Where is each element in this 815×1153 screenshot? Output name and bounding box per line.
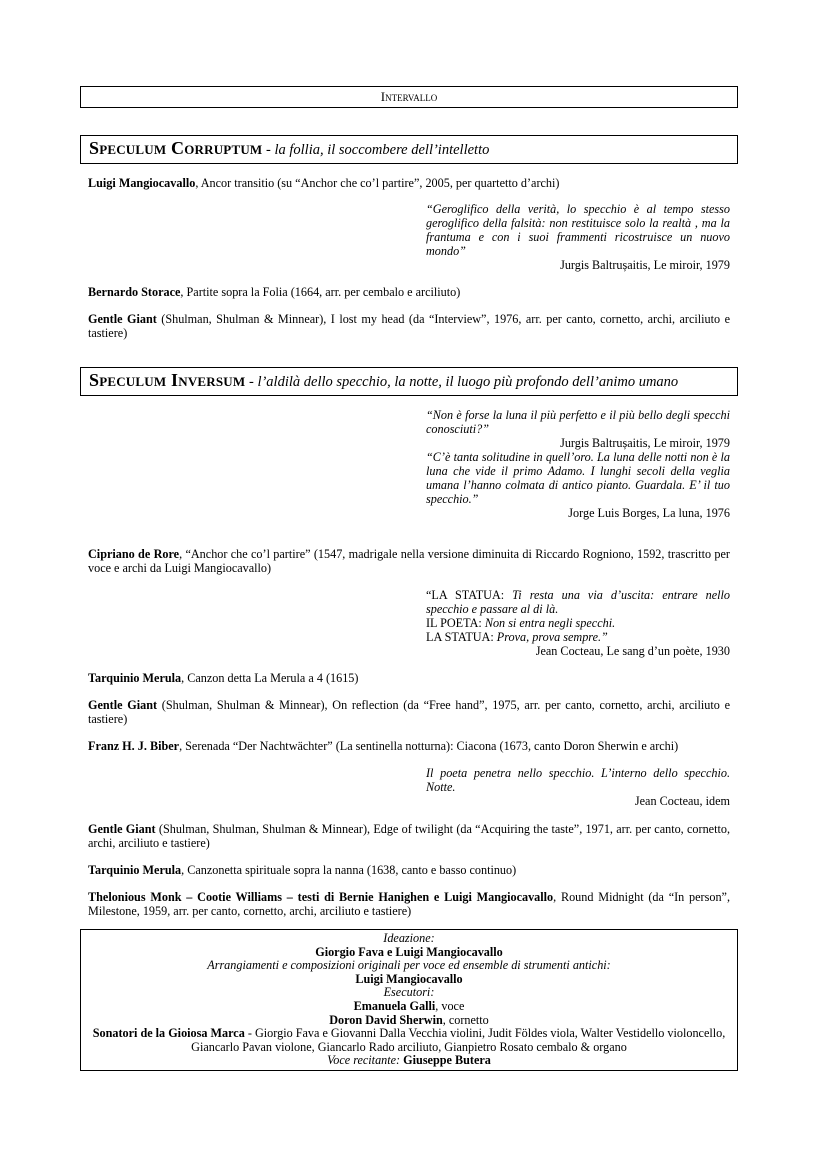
- intervallo-heading: Intervallo: [80, 86, 738, 108]
- credit-name: Emanuela Galli: [353, 998, 436, 1013]
- work: , Serenada “Der Nachtwächter” (La sentinella notturna): Ciacona (1673, canto Doron Sherwin e archi): [179, 739, 679, 753]
- speaker: LA STATUA:: [426, 630, 494, 644]
- program-entry: [80, 739, 738, 753]
- credit-label: Voce recitante:: [327, 1053, 401, 1068]
- dialogue-line: [426, 588, 730, 616]
- section-title: Speculum Inversum: [89, 370, 246, 390]
- line: Non si entra negli specchi.: [481, 616, 616, 630]
- quote-attribution: Jean Cocteau, idem: [634, 794, 730, 808]
- speaker: LA STATUA:: [431, 588, 505, 602]
- section-speculum-corruptum: [80, 135, 738, 164]
- program-entry: [80, 671, 738, 685]
- section-speculum-inversum: [80, 367, 738, 396]
- composer: Cipriano de Rore: [88, 547, 180, 561]
- composer: Tarquinio Merula: [88, 671, 182, 685]
- dialogue-line: [426, 630, 730, 644]
- line: Ti resta una via d’uscita: entrare nello specchio e passare al di là.: [426, 588, 731, 616]
- composer: Luigi Mangiocavallo: [88, 176, 196, 190]
- composer: Franz H. J. Biber: [88, 739, 180, 753]
- credit-name: Giorgio Fava e Luigi Mangiocavallo: [315, 944, 503, 959]
- program-entry: [80, 312, 738, 340]
- credit-role: , voce: [435, 998, 465, 1013]
- performer: [87, 1014, 731, 1028]
- quote-attribution: Jean Cocteau, Le sang d’un poète, 1930: [535, 644, 730, 658]
- epigraph-quote: [426, 408, 730, 520]
- program-page: [80, 86, 738, 1071]
- composer: Gentle Giant: [88, 822, 156, 836]
- section-title: Speculum Corruptum: [89, 138, 263, 158]
- credit-role: , cornetto: [442, 1012, 489, 1027]
- composer: Gentle Giant: [88, 312, 157, 326]
- quote-attribution: Jurgis Baltrușaitis, Le miroir, 1979: [560, 436, 730, 450]
- program-entry: [80, 822, 738, 850]
- composer: Bernardo Storace: [88, 285, 181, 299]
- work: (Shulman, Shulman & Minnear), I lost my head (da “Interview”, 1976, arr. per canto, cornetto, archi, arciliuto e tastiere): [88, 312, 730, 340]
- credit-label: Ideazione:: [383, 931, 435, 945]
- work: , Canzon detta La Merula a 4 (1615): [181, 671, 359, 685]
- dialogue-line: [426, 616, 730, 630]
- work: (Shulman, Shulman & Minnear), On reflection (da “Free hand”, 1975, arr. per canto, cornetto, archi, arciliuto e tastiere): [88, 698, 730, 726]
- credit-label: Arrangiamenti e composizioni originali per voce ed ensemble di strumenti antichi:: [207, 958, 611, 973]
- quote-text: Il poeta penetra nello specchio. L’interno dello specchio. Notte.: [426, 766, 730, 794]
- program-entry: [80, 285, 738, 299]
- composer: Tarquinio Merula: [88, 863, 182, 877]
- program-entry: [80, 547, 738, 575]
- epigraph-dialogue: [426, 588, 730, 658]
- credit-name: Giuseppe Butera: [400, 1053, 491, 1068]
- credits-box: [80, 929, 738, 1071]
- program-entry: [80, 176, 738, 190]
- epigraph-quote: [426, 766, 730, 808]
- quote-text: “Geroglifico della verità, lo specchio è al tempo stesso geroglifico della falsità: non restituisce solo la realtà , ma la frantuma e con i suoi frammenti ricostruisce un nuovo mondo”: [426, 202, 730, 258]
- epigraph-quote: [426, 202, 730, 272]
- work: , Round Midnight (da “In person”, Milestone, 1959, arr. per canto, cornetto, archi, arciliuto e tastiere): [88, 890, 730, 918]
- quote-attribution: Jorge Luis Borges, La luna, 1976: [568, 506, 730, 520]
- speaker: IL POETA:: [426, 616, 482, 630]
- program-entry: [80, 698, 738, 726]
- line: Prova, prova sempre.”: [493, 630, 608, 644]
- work: , Canzonetta spirituale sopra la nanna (1638, canto e basso continuo): [181, 863, 517, 877]
- ensemble: [87, 1027, 731, 1054]
- program-entry: [80, 863, 738, 877]
- work: (Shulman, Shulman, Shulman & Minnear), Edge of twilight (da “Acquiring the taste”, 1971, arr. per canto, cornetto, archi, arciliuto e tastiere): [88, 822, 730, 850]
- section-subtitle: - l’aldilà dello specchio, la notte, il luogo più profondo dell’animo umano: [245, 374, 679, 390]
- credit-label: Esecutori:: [383, 985, 435, 1000]
- performer: [87, 1000, 731, 1014]
- composer: Gentle Giant: [88, 698, 158, 712]
- composer: Thelonious Monk – Cootie Williams – testi di Bernie Hanighen e Luigi Mangiocavallo: [88, 890, 554, 904]
- performer: [87, 1054, 731, 1068]
- work: , “Anchor che co’l partire” (1547, madrigale nella versione diminuita di Riccardo Rogniono, 1592, trascritto per voce e archi da Luigi Mangiocavallo): [88, 547, 730, 575]
- work: , Ancor transitio (su “Anchor che co’l partire”, 2005, per quartetto d’archi): [195, 176, 560, 190]
- credit-name: Doron David Sherwin: [329, 1012, 443, 1027]
- section-subtitle: - la follia, il soccombere dell’intelletto: [262, 142, 490, 158]
- quote-text: “Non è forse la luna il più perfetto e il più bello degli specchi conosciuti?”: [426, 408, 730, 436]
- work: , Partite sopra la Folia (1664, arr. per cembalo e arciliuto): [180, 285, 461, 299]
- credit-role: - Giorgio Fava e Giovanni Dalla Vecchia violini, Judit Földes viola, Walter Vestidello violoncello, Giancarlo Pavan violone, Giancarlo Rado arciliuto, Gianpietro Rosato cembalo & organo: [191, 1026, 726, 1054]
- credit-name: Sonatori de la Gioiosa Marca: [92, 1026, 245, 1041]
- quote-text: “C’è tanta solitudine in quell’oro. La luna delle notti non è la luna che vide il primo Adamo. I lunghi secoli della veglia umana l’hanno colmata di antico pianto. Guardala. E’ il tuo specchio.”: [426, 450, 730, 506]
- program-entry: [80, 890, 738, 918]
- quote-attribution: Jurgis Baltrușaitis, Le miroir, 1979: [560, 258, 730, 272]
- credit-name: Luigi Mangiocavallo: [355, 971, 463, 986]
- quote-open: “: [426, 588, 432, 602]
